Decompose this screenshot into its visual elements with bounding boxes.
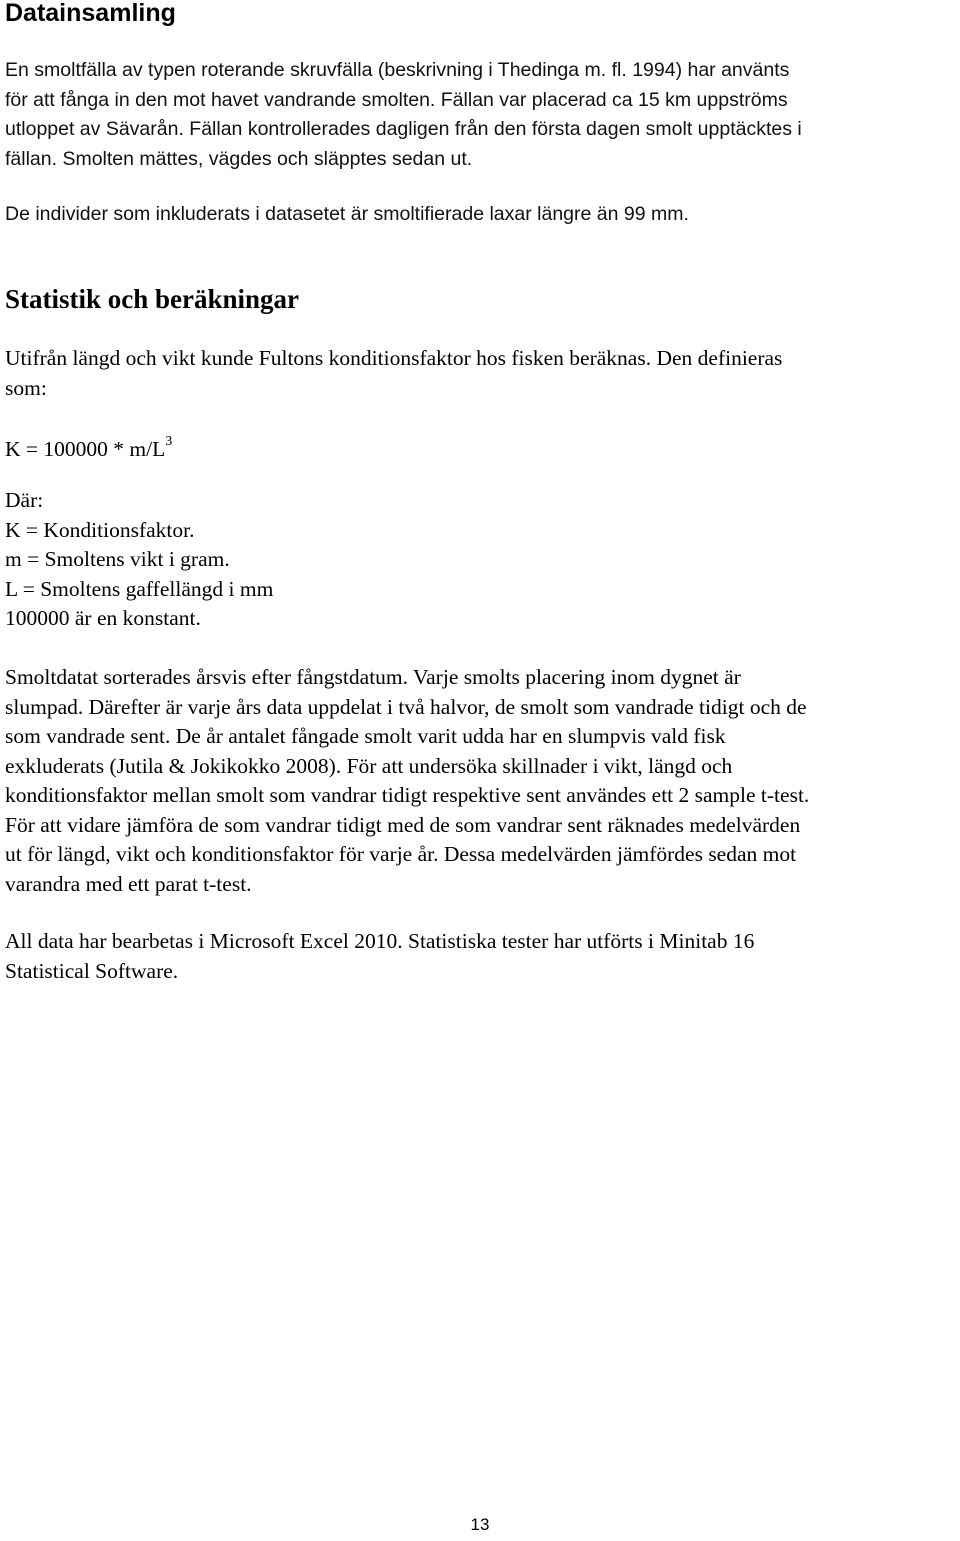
text-line: Utifrån längd och vikt kunde Fultons konditionsfaktor hos fisken beräknas. Den definieras bbox=[5, 346, 783, 370]
text-line: fällan. Smolten mättes, vägdes och släpptes sedan ut. bbox=[5, 147, 473, 170]
text-line: All data har bearbetas i Microsoft Excel 2010. Statistiska tester har utförts i Minitab 16 bbox=[5, 929, 755, 953]
text-line: L = Smoltens gaffellängd i mm bbox=[5, 576, 274, 601]
paragraph-dataset-criteria bbox=[5, 200, 957, 230]
text-line: En smoltfälla av typen roterande skruvfälla (beskrivning i Thedinga m. fl. 1994) har använts bbox=[5, 59, 790, 81]
text-line: ut för längd, vikt och konditionsfaktor för varje år. Dessa medelvärden jämfördes sedan mot bbox=[5, 842, 797, 866]
text-line: De individer som inkluderats i datasetet är smoltifierade laxar längre än 99 mm. bbox=[5, 203, 689, 225]
section-heading-statistik: Statistik och beräkningar bbox=[5, 284, 300, 314]
section-heading-datainsamling: Datainsamling bbox=[5, 0, 176, 27]
text-line: Statistical Software. bbox=[5, 958, 179, 983]
text-line: utloppet av Sävarån. Fällan kontrollerades dagligen från den första dagen smolt upptäcktes i bbox=[5, 118, 802, 140]
text-line: 100000 är en konstant. bbox=[5, 606, 201, 630]
page-number: 13 bbox=[470, 1515, 490, 1534]
text-line: Där: bbox=[5, 488, 44, 512]
text-line: exkluderats (Jutila & Jokikokko 2008). För att undersöka skillnader i vikt, längd och bbox=[5, 753, 733, 778]
text-line: konditionsfaktor mellan smolt som vandrar tidigt respektive sent användes ett 2 sample t-test. bbox=[5, 783, 810, 807]
text-line: som vandrade sent. De år antalet fångade smolt varit udda har en slumpvis vald fisk bbox=[5, 724, 726, 748]
text-line: För att vidare jämföra de som vandrar tidigt med de som vandrar sent räknades medelvärden bbox=[5, 812, 801, 837]
text-line: K = Konditionsfaktor. bbox=[5, 517, 195, 542]
formula-base: K = 100000 * m/L bbox=[5, 437, 166, 462]
text-line: Smoltdatat sorterades årsvis efter fångstdatum. Varje smolts placering inom dygnet är bbox=[5, 665, 741, 689]
formula-condition-factor bbox=[5, 430, 172, 464]
text-line: m = Smoltens vikt i gram. bbox=[5, 547, 230, 571]
formula-exponent: 3 bbox=[165, 434, 173, 449]
text-line: som: bbox=[5, 375, 47, 400]
text-line: för att fånga in den mot havet vandrande smolten. Fällan var placerad ca 15 km uppströms bbox=[5, 88, 788, 111]
paragraph-methods bbox=[5, 663, 957, 899]
paragraph-fulton-intro bbox=[5, 344, 957, 403]
paragraph-smolt-trap bbox=[5, 56, 957, 174]
paragraph-software bbox=[5, 927, 957, 986]
text-line: slumpad. Därefter är varje års data uppdelat i två halvor, de smolt som vandrade tidigt och de bbox=[5, 694, 807, 719]
text-line: varandra med ett parat t-test. bbox=[5, 871, 252, 896]
paragraph-variable-definitions bbox=[5, 486, 957, 634]
